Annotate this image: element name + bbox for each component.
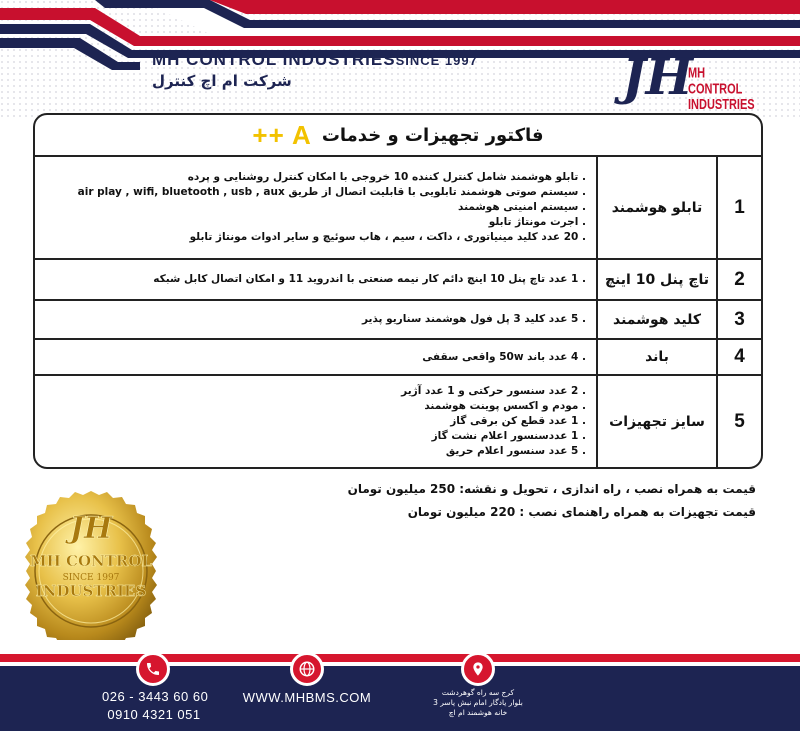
seal-line1: MH CONTROL — [30, 552, 152, 570]
row-number: 4 — [717, 339, 761, 375]
price-with-guide: قیمت تجهیزات به همراه راهنمای نصب : 220 میلیون تومان — [407, 505, 756, 519]
row-name: تاچ پنل 10 اینچ — [597, 259, 717, 300]
logo-text: MH CONTROL INDUSTRIES — [688, 66, 755, 113]
invoice-title-row — [35, 115, 761, 157]
invoice-items — [35, 157, 761, 467]
invoice-title: فاکتور تجهیزات و خدمات — [321, 124, 544, 146]
address: کرج سه راه گوهردشت بلوار یادگار امام نبش یاسر 3 خانه هوشمند ام اچ — [433, 688, 523, 717]
gold-seal — [12, 476, 170, 666]
row-name: تابلو هوشمند — [597, 157, 717, 259]
row-description: . 4 عدد باند 50w واقعی سقفی — [35, 339, 597, 375]
row-number: 2 — [717, 259, 761, 300]
grade-label: ++ A — [252, 119, 312, 150]
row-number: 3 — [717, 300, 761, 339]
row-number: 5 — [717, 375, 761, 467]
table-row — [35, 300, 761, 339]
company-logo — [622, 47, 755, 113]
svg-text:JH: JH — [69, 511, 113, 546]
row-number: 1 — [717, 157, 761, 259]
table-row — [35, 157, 761, 259]
table-row — [35, 339, 761, 375]
row-description: . 5 عدد کلید 3 پل فول هوشمند سناریو پذیر — [35, 300, 597, 339]
logo-mark: JH — [622, 47, 693, 106]
phone-number-2[interactable]: 0910 4321 051 — [107, 707, 201, 722]
row-name: باند — [597, 339, 717, 375]
seal-line2: SINCE 1997 — [62, 573, 120, 583]
table-row — [35, 259, 761, 300]
company-name: MH CONTROL INDUSTRIESSINCE 1997 — [152, 50, 478, 69]
row-name: کلید هوشمند — [597, 300, 717, 339]
row-name: سایز تجهیزات — [597, 375, 717, 467]
location-pin-icon — [461, 652, 495, 686]
website-link[interactable]: WWW.MHBMS.COM — [242, 690, 372, 705]
company-name-fa: شرکت ام اچ کنترل — [152, 72, 292, 90]
globe-icon — [290, 652, 324, 686]
invoice-table — [33, 113, 763, 469]
phone-icon — [136, 652, 170, 686]
row-description: . تابلو هوشمند شامل کنترل کننده 10 خروجی با امکان کنترل روشنایی و پرده . سیستم صوتی هوشمند تابلویی با قابلیت اتصال از طریق air play , wifi, bluetooth , usb , aux . سیستم امنیتی هوشمند . اجرت مونتاژ تابلو . 20 عدد کلید مینیاتوری ، داکت ، سیم ، هاب سوئیچ و سایر ادوات مونتاژ تابلو — [35, 157, 597, 259]
since-label: SINCE 1997 — [395, 53, 478, 68]
price-with-install: قیمت به همراه نصب ، راه اندازی ، تحویل و نقشه: 250 میلیون تومان — [347, 482, 756, 496]
table-row — [35, 375, 761, 467]
row-description: . 2 عدد سنسور حرکتی و 1 عدد آژیر . مودم و اکسس پوینت هوشمند . 1 عدد قطع کن برقی گاز . 1 عددسنسور اعلام نشت گاز . 5 عدد سنسور اعلام حریق — [35, 375, 597, 467]
phone-number-1[interactable]: 026 - 3443 60 60 — [102, 689, 209, 704]
seal-line3: INDUSTRIES — [35, 582, 147, 600]
row-description: . 1 عدد تاچ پنل 10 اینچ دائم کار نیمه صنعتی با اندروید 11 و امکان اتصال کابل شبکه — [35, 259, 597, 300]
